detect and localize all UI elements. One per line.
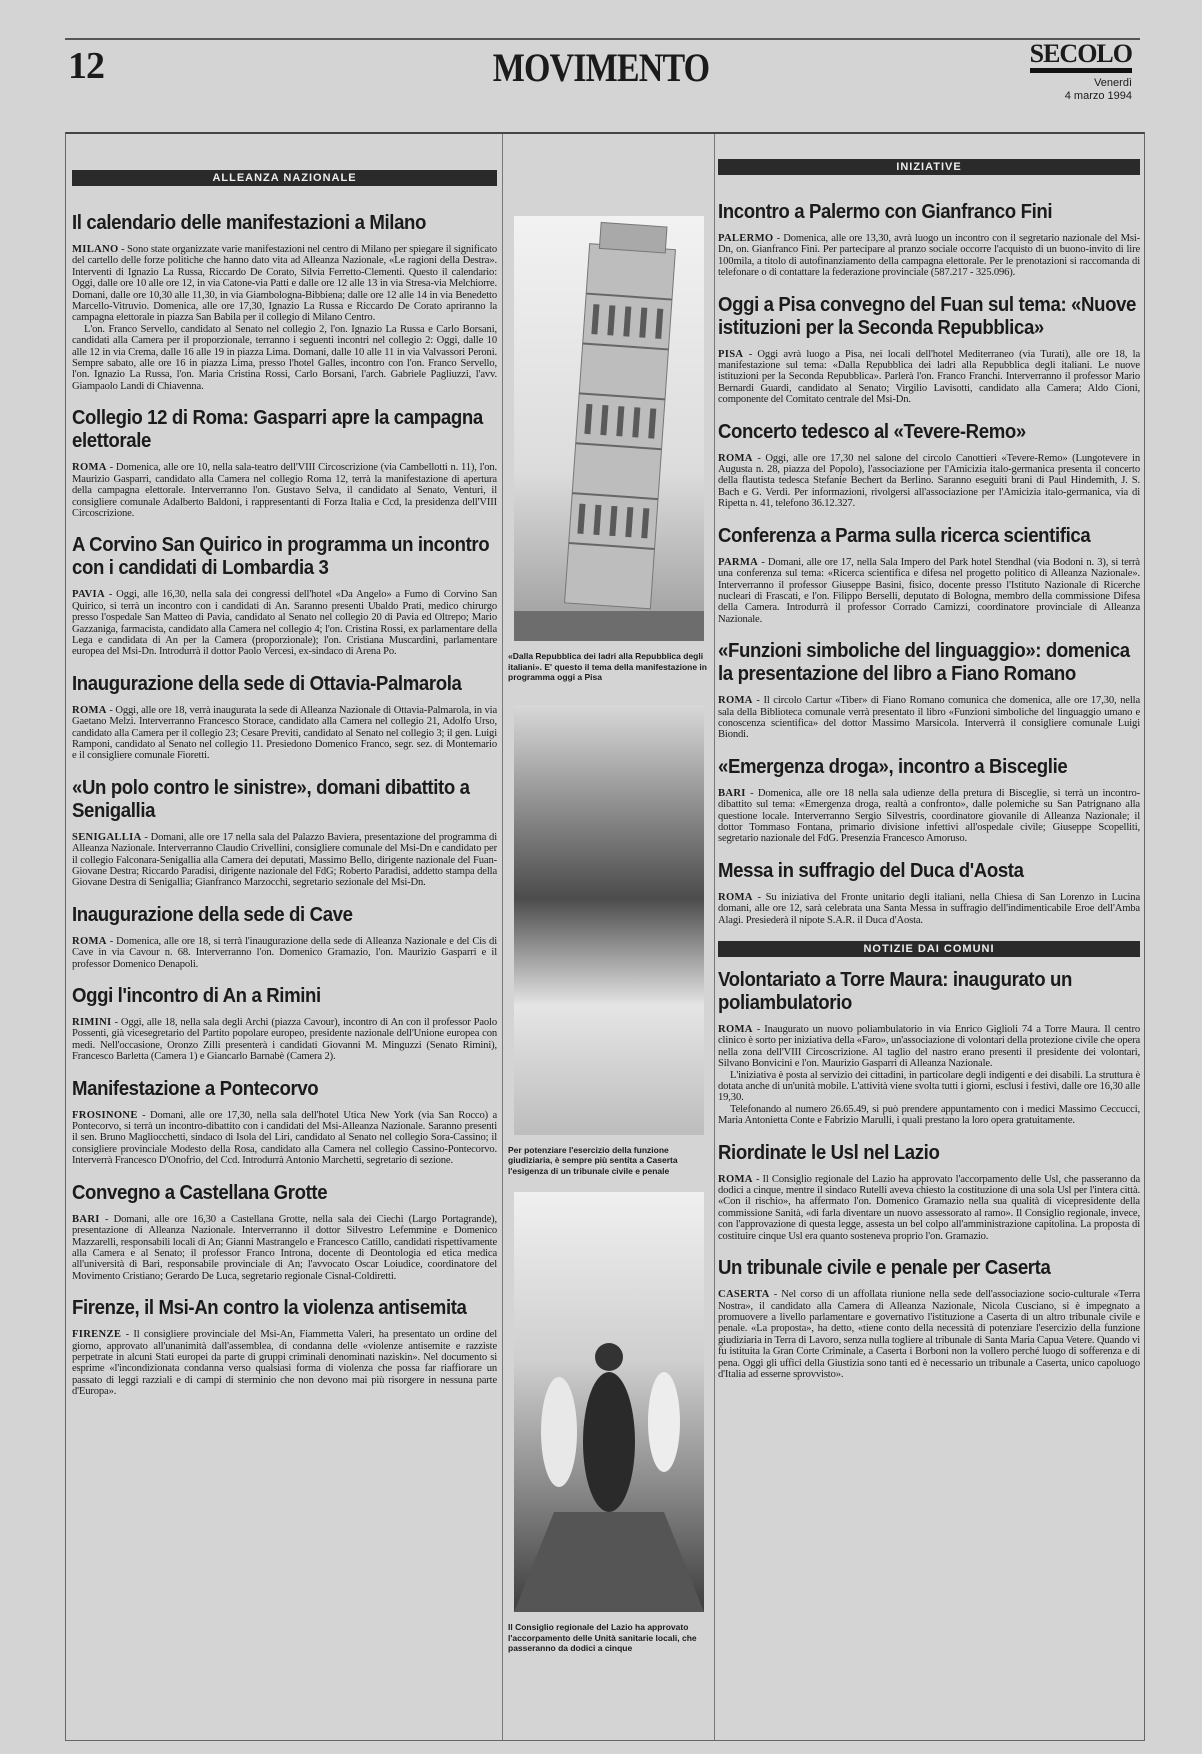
photo-courtroom [514, 705, 704, 1135]
article-text: L'iniziativa è posta al servizio dei cittadini, in particolare degli indigenti e dei disabili. La struttura è dotata anche di un'unità mobile. L'attività viene svolta tutti i giorni, esclusi i festivi, dalle ore 16,30 alle 19,30. [718, 1069, 1140, 1104]
article [718, 294, 1140, 406]
article [72, 534, 497, 657]
photo-caption: Per potenziare l'esercizio della funzione giudiziaria, è sempre più sentita a Caserta l'esigenza di un tribunale civile e penale [508, 1144, 678, 1176]
article-text: Telefonando al numero 26.65.49, si può prendere appuntamento con i medici Massimo Ceccucci, Maria Antonietta Conte e Fabrizio Marulli, i quali prestano la loro opera gratuitamente. [718, 1103, 1140, 1127]
masthead [1030, 40, 1132, 103]
column-divider [502, 134, 503, 1740]
article-body [72, 244, 497, 324]
article [72, 212, 497, 392]
article-body [718, 892, 1140, 926]
article-headline: Concerto tedesco al «Tevere-Remo» [718, 420, 1026, 443]
article-headline: Incontro a Palermo con Gianfranco Fini [718, 201, 1053, 223]
article-dateline: PISA [718, 348, 744, 360]
article-headline: «Un polo contro le sinistre», domani dibattito a Senigallia [72, 776, 470, 822]
article [718, 1257, 1140, 1380]
photo-leaning-tower-pisa [514, 216, 704, 641]
article-text: - Il Consiglio regionale del Lazio ha approvato l'accorpamento delle Usl, che passeranno da dodici a cinque, mentre il sindaco Rutelli aveva chiesto la costituzione di una sola Usl per l'intera città. «Con il rischio», ha affermato l'on. Domenico Gramazio nella sua qualità di vicepresidente della commissione Sanità, «di farla diventare un nuovo assessorato al ramo». Il Consiglio regionale, invece, con l'approvazione di questa legge, assesta un bel colpo all'amministrazione capitolina. La proposta di costituire cinque Usl era quanto sosteneva proprio l'on. Gramazio. [718, 1173, 1140, 1242]
article [72, 1182, 497, 1282]
article-dateline: PAVIA [72, 589, 105, 601]
article-headline: Inaugurazione della sede di Cave [72, 903, 353, 926]
article [72, 673, 497, 762]
header-rule [65, 38, 1140, 40]
article-dateline: ROMA [718, 452, 753, 464]
article-dateline: FROSINONE [72, 1109, 138, 1121]
article-dateline: MILANO [72, 244, 119, 255]
article [72, 407, 497, 519]
article-text: - Domenica, alle ore 18, si terrà l'inaugurazione della sede di Alleanza Nazionale e del Cis di Cave in via Cavour n. 68. Interverranno l'on. Domenico Gramazio, l'on. Maurizio Gasparri e il professor Domenico Denapoli. [72, 935, 497, 970]
article-body [72, 1110, 497, 1167]
article-headline: Inaugurazione della sede di Ottavia-Palmarola [72, 672, 462, 695]
article-body [72, 1329, 497, 1397]
article-text: - Nel corso di un affollata riunione nella sede dell'associazione socio-culturale «Terra Nostra», il candidato alla Camera di Alleanza Nazionale, Nicola Cusciano, si è impegnato a promuovere a livello parlamentare e governativo l'istituzione a Caserta di un altro tribunale civile e penale. «La proposta», ha detto, «tiene conto della necessità di potenziare l'esercizio della funzione giudiziaria in Terra di Lavoro, senza nulla togliere al tribunale di Santa Maria Capua Vetere. Quando vi fu istituita la Gran Corte Criminale, a Caserta i Borboni non la vollero perché luogo di sofferenza e di pena. Oggi gli uffici della Giustizia sono tanti ed è necessario un tribunale a Caserta, unico capoluogo d'Italia ad esserne sprovvisto». [718, 1289, 1140, 1380]
article-text: L'on. Franco Servello, candidato al Senato nel collegio 2, l'on. Ignazio La Russa e Carlo Borsani, candidati alla Camera per il proporzionale, terranno i seguenti incontri nel collegio 2: Oggi, dalle 10 alle 12 in via Crema, dalle 16 alle 19 in piazza Lima. Domani, dalle 10 alle 11 in via Valvassori Peroni. Sempre sabato, alle ore 16 in piazza Lima, presso l'hotel Galles, incontro con l'on. Franco Servello, l'on. Ignazio La Russa, l'on. Maria Cristina Rossi, Carlo Borsani, l'arch. Gabriele Pagliuzzi, l'avv. Giampaolo Landi di Chiavenna. [72, 323, 497, 392]
photo-column [506, 134, 711, 1654]
article-body [718, 1024, 1140, 1070]
article-headline: Il calendario delle manifestazioni a Milano [72, 212, 427, 234]
article-headline: Volontariato a Torre Maura: inaugurato un poliambulatorio [718, 969, 1073, 1014]
article-body [72, 936, 497, 970]
article-text: - Domenica, alle ore 18 nella sala udienze della pretura di Bisceglie, si terrà un incontro-dibattito sul tema: «Emergenza droga, realtà a confronto», dalle polemiche su San Patrignano alla questione locale. Interverranno Sergio Silvestris, coordinatore giovanile di Alleanza Nazionale; il dottor Tommaso Fontana, primario divisione infettivi all'ospedale civile; Giuseppe Scopelliti, segretario nazionale del FdG. Presenzia Francesco Amoruso. [718, 787, 1140, 845]
article-dateline: RIMINI [72, 1017, 112, 1029]
article-headline: «Funzioni simboliche del linguaggio»: domenica la presentazione del libro a Fiano Romano [718, 640, 1130, 686]
photo-hospital-corridor [514, 1192, 704, 1612]
article [72, 1078, 497, 1167]
section-kicker: INIZIATIVE [718, 159, 1140, 175]
right-column [718, 134, 1140, 1395]
tower-illustration [514, 216, 704, 641]
article-headline: «Emergenza droga», incontro a Bisceglie [718, 755, 1068, 778]
article-text: - Domani, alle ore 17 nella sala del Palazzo Baviera, presentazione del programma di Alleanza Nazionale. Interverranno Claudio Crivellini, consigliere comunale del Msi-Dn e candidato per il collegio Falconara-Senigallia alla Camera dei deputati, Massimo Bello, dirigente nazionale del Fuan-Giovane Destra; Riccardo Paradisi, dirigente nazionale del FdG; Roberto Paradisi, addetto stampa della Giovane Destra di Senigallia; Gianfranco Marzocchi, segretario sezionale del Msi-Dn. [72, 831, 497, 889]
newspaper-logo: SECOLO [1030, 40, 1132, 73]
article-headline: Messa in suffragio del Duca d'Aosta [718, 859, 1024, 882]
article [72, 777, 497, 889]
article-text: - Domenica, alle ore 10, nella sala-teatro dell'VIII Circoscrizione (via Cambellotti n. 11), l'on. Maurizio Gasparri, candidato alla Camera nel collegio Roma 12, terrà la manifestazione di apertura della campagna elettorale. Interverranno l'on. Gustavo Selva, il candidato al Senato, Venturi, il consigliere comunale Adalberto Baldoni, i rappresentanti di Forza Italia e Ccd, la presidenza dell'VIII Circoscrizione. [72, 462, 497, 519]
issue-date: 4 marzo 1994 [1064, 90, 1132, 102]
article-body [718, 1104, 1140, 1127]
article-body [72, 832, 497, 889]
article-text: - Il consigliere provinciale del Msi-An, Fiammetta Valeri, ha presentato un ordine del giorno, approvato all'unanimità dall'assemblea, di condanna delle «violenze antisemite e razziste perpetrate in alcuni Stati europei da parte di gruppi criminali denominati naziskin». Nel documento si esprime «l'incondizionata condanna verso qualsiasi forma di violenza che possa far riaffiorare un passato di leggi razziali e di campi di sterminio che non devono mai più risorgere in nessuna parte d'Europa». [72, 1329, 497, 1398]
left-column [72, 134, 497, 1413]
article [718, 1142, 1140, 1242]
article-headline: Riordinate le Usl nel Lazio [718, 1141, 940, 1164]
article-headline: Manifestazione a Pontecorvo [72, 1077, 319, 1100]
article-text: - Su iniziativa del Fronte unitario degli italiani, nella Chiesa di San Lorenzo in Lucina domani, alle ore 12, sarà celebrata una Santa Messa in suffragio dell'indimenticabile Eroe dell'Amba Alagi. Presiederà il nipote S.A.R. il Duca d'Aosta. [718, 891, 1140, 926]
article-headline: Oggi l'incontro di An a Rimini [72, 985, 321, 1008]
article-body [718, 453, 1140, 510]
photo-caption: «Dalla Repubblica dei ladri alla Repubblica degli italiani». E' questo il tema della manifestazione in programma oggi a Pisa [508, 651, 707, 682]
article-text: - Oggi avrà luogo a Pisa, nei locali dell'hotel Mediterraneo (via Turati), alle ore 18, la manifestazione sul tema: «Dalla Repubblica dei ladri alla Repubblica degli italiani. Le nuove istituzioni per la Seconda Repubblica». Parlerà l'on. Franco Franchi. Interverranno il professor Mario Bernardi Guardi, candidato al Senato; Virgilio Lavisotti, candidato alla Camera; Aldo Cioni, componente del Comitato centrale del Msi-Dn. [718, 348, 1140, 406]
article-dateline: PALERMO [718, 233, 774, 244]
article-dateline: ROMA [718, 695, 753, 707]
article [718, 756, 1140, 845]
issue-day: Venerdì [1094, 77, 1132, 89]
article-dateline: ROMA [72, 704, 107, 716]
article-dateline: SENIGALLIA [72, 831, 142, 843]
article [718, 969, 1140, 1127]
section-title: MOVIMENTO [492, 45, 710, 90]
article-body [718, 1289, 1140, 1380]
article-dateline: ROMA [718, 891, 753, 903]
article-body [718, 695, 1140, 741]
article-text: - Oggi, alle 16,30, nella sala dei congressi dell'hotel «Da Angelo» a Fumo di Corvino San Quirico, si terrà un incontro con i candidati di An. Saranno presenti Ubaldo Prati, medico chirurgo presso l'ospedale San Matteo di Pavia, candidato al Senato nel collegio 20 di Pavia ed Oltrepo; Mario Gazzaniga, farmacista, candidato alla Camera nel collegio 4; l'on. Cristina Rossi, ex parlamentare della Lega e candidata di An per la Camera (proporzionale); l'on. Cristiana Muscardini, parlamentare europea del Msi-Dn. Introdurrà il dottor Paolo Vercesi, ex-sindaco di Arena Po. [72, 589, 497, 658]
article-body [72, 462, 497, 519]
article-headline: A Corvino San Quirico in programma un incontro con i candidati di Lombardia 3 [72, 534, 490, 580]
photo-caption: Il Consiglio regionale del Lazio ha approvato l'accorpamento delle Unità sanitarie locali, che passeranno da dodici a cinque [508, 1622, 697, 1653]
article-text: - Domenica, alle ore 13,30, avrà luogo un incontro con il segretario nazionale del Msi-Dn, on. Gianfranco Fini. Per partecipare al pranzo sociale occorre l'acquisto di un buono-invito di lire 100mila, a titolo di autofinanziamento della campagna elettorale. Per le prenotazioni si raccomanda di telefonare o di contattare la federazione provinciale (587.217 - 325.096). [718, 233, 1140, 279]
article-headline: Convegno a Castellana Grotte [72, 1181, 328, 1204]
article-body [72, 1017, 497, 1063]
article [718, 860, 1140, 926]
article-body [718, 349, 1140, 406]
article-body [718, 788, 1140, 845]
article-headline: Collegio 12 di Roma: Gasparri apre la campagna elettorale [72, 407, 483, 453]
article-text: - Domani, alle ore 16,30 a Castellana Grotte, nella sala dei Ciechi (Largo Portagrande), presentazione di Alleanza Nazionale. Interverranno il dottor Silvestro Lefemmine e Domenico Mazzarelli, responsabili locali di An; Gianni Mastrangelo e Francesco Catillo, candidati rispettivamente alla Camera e al Senato; il professor Franco Introna, docente di Deontologia ed etica medica all'università di Bari, responsabile provinciale di An; l'avvocato Oscar Loiudice, coordinatore del Movimento Cristiano; Gerardo De Luca, segretario regionale Cisnal-Coldiretti. [72, 1213, 497, 1282]
article-body [718, 557, 1140, 625]
column-divider [714, 134, 715, 1740]
article [72, 1297, 497, 1397]
article-text: - Domani, alle ore 17,30, nella sala dell'hotel Utica New York (via San Rocco) a Pontecorvo, si terrà un incontro-dibattito con i candidati del Msi-Alleanza Nazionale. Saranno presenti il sen. Bruno Magliocchetti, sindaco di Isola del Liri, candidato al Senato nel collegio Sora-Cassino; il consigliere provinciale Modesto della Rosa, candidato alla Camera nel collegio Cassino-Pontecorvo. Interverrà Francesco D'Onofrio, del Ccd. Introdurrà Antonio Marchetti, segretario di sezione. [72, 1109, 497, 1167]
article [72, 985, 497, 1063]
article-dateline: ROMA [718, 1024, 753, 1035]
article-dateline: ROMA [72, 935, 107, 947]
article-body [72, 705, 497, 762]
article-text: - Oggi, alle 18, nella sala degli Archi (piazza Cavour), incontro di An con il professor Paolo Possenti, già vicesegretario del Partito popolare europeo, presidente nazionale dell'Unione europea con medi. Nell'occasione, Oronzo Zilli presenterà i candidati Giovanni M. Minguzzi (Senato Rimini), Francesco Barletta (Camera 1) e Giancarlo Barnabè (Camera 2). [72, 1017, 497, 1063]
article-text: - Oggi, alle ore 18, verrà inaugurata la sede di Alleanza Nazionale di Ottavia-Palmarola, in via Gaetano Melzi. Interverranno Francesco Storace, candidato alla Camera nel collegio 21, Adolfo Urso, candidato alla Camera per il collegio 23; Cesare Previti, candidato al Senato nel collegio 3; il gen. Luigi Ramponi, candidato al Senato nel collegio 11. Presiedono Domenico Franco, segr. sez. di Montemario e il consigliere comunale Fioretti. [72, 704, 497, 762]
article-dateline: BARI [718, 787, 746, 799]
article [718, 640, 1140, 741]
page-number: 12 [68, 45, 104, 87]
article [72, 904, 497, 970]
article [718, 525, 1140, 625]
article-dateline: CASERTA [718, 1289, 770, 1301]
article [718, 421, 1140, 510]
article-text: - Il circolo Cartur «Tiber» di Fiano Romano comunica che domenica, alle ore 17,30, nella sala della Biblioteca comunale verrà presentato il libro «Funzioni simboliche del linguaggio umano e conoscenza scientifica» del dottor Massimo Marsicola. Interverrà il consigliere comunale Luigi Biondi. [718, 695, 1140, 741]
article-text: - Inaugurato un nuovo poliambulatorio in via Enrico Giglioli 74 a Torre Maura. Il centro clinico è sorto per iniziativa della «Faro», un'associazione di volontari della protezione civile che opera nella zona dell'VIII Circoscrizione. Al taglio del nastro erano presenti il presidente dei volontari, Silvano Bonvicini e l'on. Maurizio Gasparri di Alleanza Nazionale. [718, 1024, 1140, 1070]
article-dateline: BARI [72, 1213, 100, 1225]
article-body [72, 589, 497, 657]
article-body [72, 324, 497, 392]
article-headline: Conferenza a Parma sulla ricerca scientifica [718, 524, 1091, 547]
article-headline: Un tribunale civile e penale per Caserta [718, 1257, 1051, 1280]
article-body [718, 1174, 1140, 1242]
article-body [718, 1070, 1140, 1104]
article-dateline: ROMA [72, 462, 107, 474]
article-dateline: FIRENZE [72, 1329, 122, 1341]
article-body [718, 233, 1140, 279]
article-text: - Oggi, alle ore 17,30 nel salone del circolo Canottieri «Tevere-Remo» (Lungotevere in Augusta n. 28, piazza del Popolo), l'associazione per l'Amicizia italo-germanica presenta il concerto della flautista tedesca Stefanie Bechert da Berlino. Saranno eseguiti brani di Paul Hindemith, J. S. Bach e G. Verdi. Per informazioni, rivolgersi all'associazione per l'Amicizia italo-germanica, via di Ripetta n. 41, telefono 36.12.327. [718, 452, 1140, 510]
corridor-illustration [514, 1192, 704, 1612]
section-kicker: ALLEANZA NAZIONALE [72, 170, 497, 186]
page-frame [65, 132, 1145, 1741]
section-kicker: NOTIZIE DAI COMUNI [718, 941, 1140, 957]
article-body [72, 1214, 497, 1282]
article-text: - Sono state organizzate varie manifestazioni nel centro di Milano per spiegare il significato del cartello delle forze politiche che hanno dato vita ad Alleanza Nazionale, «Le ragioni della Destra». Interventi di Ignazio La Russa, Riccardo De Corato, Silvia Ferretto-Clementi. Questo il calendario: Oggi, dalle ore 10 alle ore 12, in via Catone-via Patti e dalle ore 12 alle 13 in via Stresa-via Melchiorre. Domani, dalle ore 10,30 alle 11,30, in via Giambologna-Bibbiena; dalle ore 12 alle 14 in via Benedetto Marcello-Vitruvio. Domenica, alle ore 17,30, Ignazio La Russa e Riccardo De Corato apriranno la campagna elettorale in piazza San Babila per il collegio di Milano Centro. [72, 244, 497, 324]
article-text: - Domani, alle ore 17, nella Sala Impero del Park hotel Stendhal (via Bodoni n. 3), si terrà una conferenza sul tema: «Ricerca scientifica e difesa nel progetto politico di Alleanza Nazionale». Interverranno il professor Giuseppe Basini, fisico, docente presso l'Istituto Nazionale di Ricerche nucleari di Frascati, e l'on. Filippo Berselli, deputato di Bologna, membro della commissione Difesa della Camera. Introdurrà il professor Corrado Camizzi, coordinatore provinciale di Alleanza Nazionale. [718, 556, 1140, 625]
article-dateline: ROMA [718, 1173, 753, 1185]
article-headline: Oggi a Pisa convegno del Fuan sul tema: «Nuove istituzioni per la Seconda Repubblica» [718, 293, 1137, 339]
article-dateline: PARMA [718, 556, 759, 568]
article-headline: Firenze, il Msi-An contro la violenza antisemita [72, 1297, 467, 1320]
article [718, 201, 1140, 279]
